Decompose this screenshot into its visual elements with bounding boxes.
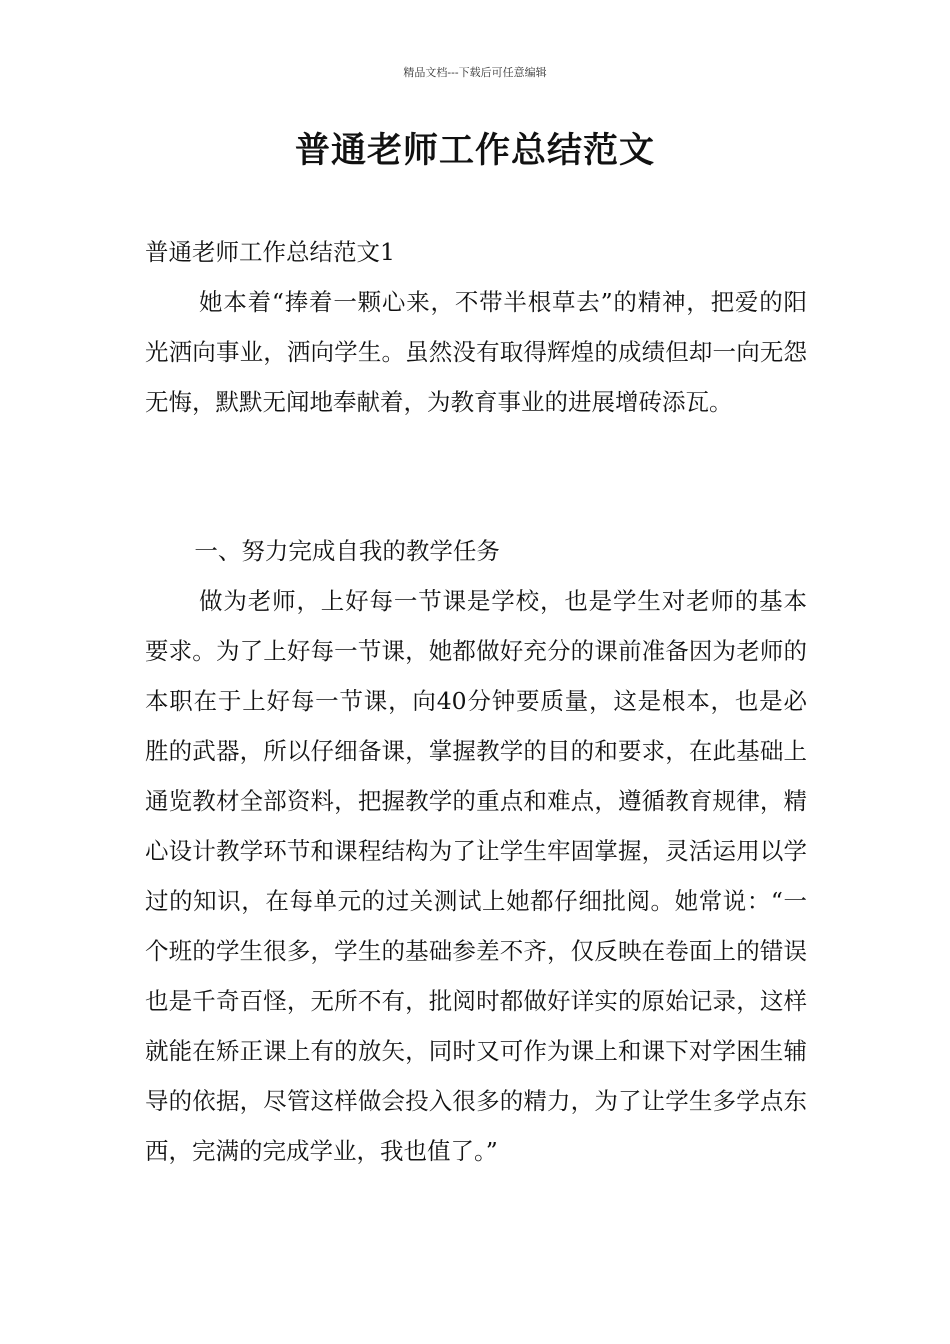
- header-note: 精品文档---下载后可任意编辑: [403, 66, 547, 79]
- section-heading-text: 一、努力完成自我的教学任务: [194, 537, 500, 565]
- section-heading: [145, 526, 807, 576]
- subtitle-text: 普通老师工作总结范文1: [145, 238, 395, 266]
- document-subtitle: [145, 227, 807, 277]
- paragraph-teaching-text: 做为老师，上好每一节课是学校，也是学生对老师的基本要求。为了上好每一节课，她都做好充分的课前准备因为老师的本职在于上好每一节课，向40分钟要质量，这是根本，也是必胜的武器，所以仔细备课，掌握教学的目的和要求，在此基础上通览教材全部资料，把握教学的重点和难点，遵循教育规律，精心设计教学环节和课程结构为了让学生牢固掌握，灵活运用以学过的知识，在每单元的过关测试上她都仔细批阅。她常说：“一个班的学生很多，学生的基础参差不齐，仅反映在卷面上的错误也是千奇百怪，无所不有，批阅时都做好详实的原始记录，这样就能在矫正课上有的放矢，同时又可作为课上和课下对学困生辅导的依据，尽管这样做会投入很多的精力，为了让学生多学点东西，完满的完成学业，我也值了。”: [145, 587, 807, 1165]
- paragraph-intro: [145, 277, 807, 427]
- document-title: 普通老师工作总结范文: [294, 130, 655, 171]
- paragraph-teaching: [145, 576, 807, 1176]
- paragraph-intro-text: 她本着“捧着一颗心来，不带半根草去”的精神，把爱的阳光洒向事业，洒向学生。虽然没有取得辉煌的成绩但却一向无怨无悔，默默无闻地奉献着，为教育事业的进展增砖添瓦。: [145, 288, 807, 416]
